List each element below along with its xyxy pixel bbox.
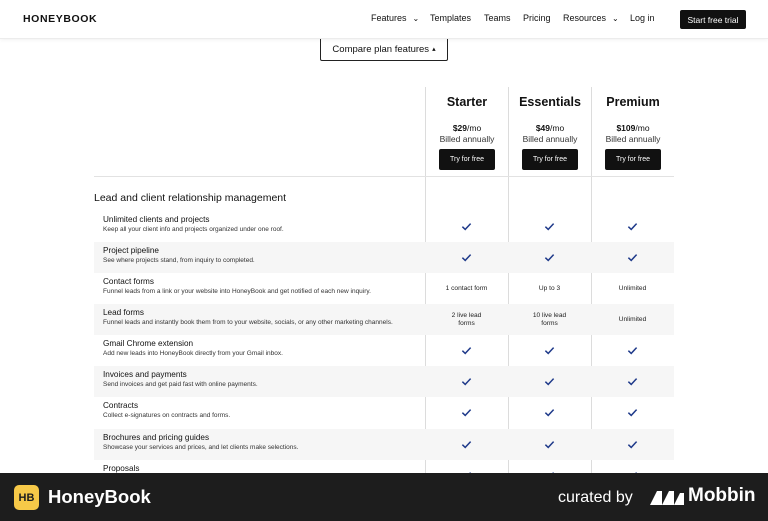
plan-cell [425, 304, 508, 335]
plan-cell [425, 429, 508, 460]
plan-cell [508, 335, 591, 366]
plan-cell-value: 2 live lead forms [451, 311, 482, 327]
feature-row [94, 366, 674, 397]
check-icon [627, 221, 638, 232]
check-icon [461, 376, 472, 387]
plan-cell [508, 397, 591, 428]
plan-cell [425, 273, 508, 304]
nav-features-label: Features [371, 13, 407, 23]
feature-row [94, 273, 674, 304]
plan-cell [591, 397, 674, 428]
feature-description: Add new leads into HoneyBook directly from your Gmail inbox. [103, 350, 283, 357]
plan-cell-value: Unlimited [618, 284, 647, 292]
check-icon [544, 376, 555, 387]
honeybook-brand: HoneyBook [48, 486, 151, 507]
check-icon [544, 252, 555, 263]
check-icon [461, 221, 472, 232]
honeybook-badge-icon: HB [14, 485, 39, 510]
check-icon [627, 439, 638, 450]
plan-cell-value: 1 contact form [445, 284, 488, 292]
plan-cell [591, 273, 674, 304]
feature-description: Showcase your services and prices, and let clients make selections. [103, 444, 299, 451]
plan-price [509, 123, 591, 133]
chevron-down-icon: ⌄ [612, 14, 619, 23]
plan-name: Premium [606, 95, 660, 109]
curated-by-text: curated by [558, 489, 633, 506]
check-icon [544, 345, 555, 356]
plan-price [426, 123, 508, 133]
mobbin-brand: Mobbin [688, 485, 756, 506]
login-link[interactable]: Log in [630, 13, 655, 23]
plan-cell [508, 429, 591, 460]
feature-description: Collect e-signatures on contracts and forms. [103, 412, 231, 419]
plan-cell [425, 211, 508, 242]
feature-title: Contracts [103, 401, 139, 410]
price-amount: $49 [535, 123, 550, 133]
plan-cell [591, 335, 674, 366]
try-for-free-button-starter[interactable]: Try for free [439, 149, 495, 170]
price-amount: $109 [616, 123, 636, 133]
feature-title: Proposals [103, 464, 140, 473]
feature-title: Unlimited clients and projects [103, 215, 210, 224]
nav-resources[interactable] [563, 13, 619, 23]
plan-cell [425, 397, 508, 428]
feature-row [94, 429, 674, 460]
nav-pricing[interactable]: Pricing [523, 13, 551, 23]
section-divider [94, 176, 674, 177]
feature-description: Funnel leads and instantly book them from to your website, socials, or any other marketing channels. [103, 319, 393, 326]
price-period: /mo [550, 123, 565, 133]
feature-title: Project pipeline [103, 246, 159, 255]
feature-description: Keep all your client info and projects organized under one roof. [103, 226, 284, 233]
check-icon [544, 439, 555, 450]
check-icon [627, 376, 638, 387]
curated-banner [0, 473, 768, 521]
feature-row [94, 242, 674, 273]
price-amount: $29 [452, 123, 467, 133]
plan-cell [508, 242, 591, 273]
plan-cell-value: Unlimited [618, 315, 647, 323]
check-icon [461, 439, 472, 450]
plan-price [592, 123, 674, 133]
plan-cell [508, 366, 591, 397]
price-period: /mo [467, 123, 482, 133]
chevron-down-icon: ⌄ [412, 14, 420, 23]
plan-cell-value: 10 live lead forms [532, 311, 567, 327]
feature-title: Brochures and pricing guides [103, 433, 210, 442]
feature-row [94, 335, 674, 366]
nav-teams[interactable]: Teams [484, 13, 511, 23]
feature-description: See where projects stand, from inquiry to completed. [103, 257, 255, 264]
feature-row [94, 211, 674, 242]
nav-templates[interactable]: Templates [430, 13, 472, 23]
section-title: Lead and client relationship management [94, 192, 287, 204]
try-for-free-button-essentials[interactable]: Try for free [522, 149, 578, 170]
price-period: /mo [635, 123, 650, 133]
check-icon [627, 407, 638, 418]
plan-column-premium [592, 95, 674, 170]
plan-billing: Billed annually [522, 134, 578, 144]
plan-cell [425, 335, 508, 366]
check-icon [544, 407, 555, 418]
plan-name: Starter [446, 95, 488, 109]
plan-billing: Billed annually [605, 134, 661, 144]
top-nav [0, 0, 768, 39]
plan-column-starter [426, 95, 508, 170]
plan-cell [508, 211, 591, 242]
nav-resources-label: Resources [563, 13, 607, 23]
compare-label: Compare plan features [332, 43, 430, 55]
plan-cell [508, 304, 591, 335]
check-icon [461, 407, 472, 418]
feature-row [94, 304, 674, 335]
plan-cell [591, 429, 674, 460]
check-icon [461, 345, 472, 356]
mobbin-logo-icon [650, 489, 684, 505]
honeybook-logo[interactable]: HONEYBOOK [23, 13, 98, 25]
plan-cell [425, 242, 508, 273]
plan-cell [591, 366, 674, 397]
nav-features[interactable] [371, 13, 419, 23]
check-icon [544, 221, 555, 232]
chevron-up-icon: ▴ [432, 46, 436, 53]
feature-description: Funnel leads from a link or your website into HoneyBook and get notified of each new inquiry. [103, 288, 371, 295]
feature-title: Invoices and payments [103, 370, 187, 379]
feature-description: Send invoices and get paid fast with online payments. [103, 381, 258, 388]
compare-plan-features-button[interactable] [320, 37, 448, 61]
feature-title: Contact forms [103, 277, 154, 286]
check-icon [627, 345, 638, 356]
plan-billing: Billed annually [439, 134, 495, 144]
try-for-free-button-premium[interactable]: Try for free [605, 149, 661, 170]
plan-cell-value: Up to 3 [538, 284, 561, 292]
check-icon [461, 252, 472, 263]
plan-cell [425, 366, 508, 397]
plan-cell [508, 273, 591, 304]
check-icon [627, 252, 638, 263]
plan-column-essentials [509, 95, 591, 170]
feature-title: Lead forms [103, 308, 144, 317]
feature-title: Gmail Chrome extension [103, 339, 194, 348]
plan-name: Essentials [519, 95, 581, 109]
plan-cell [591, 242, 674, 273]
plan-cell [591, 304, 674, 335]
start-free-trial-button[interactable]: Start free trial [680, 10, 746, 29]
feature-row [94, 397, 674, 428]
plan-cell [591, 211, 674, 242]
